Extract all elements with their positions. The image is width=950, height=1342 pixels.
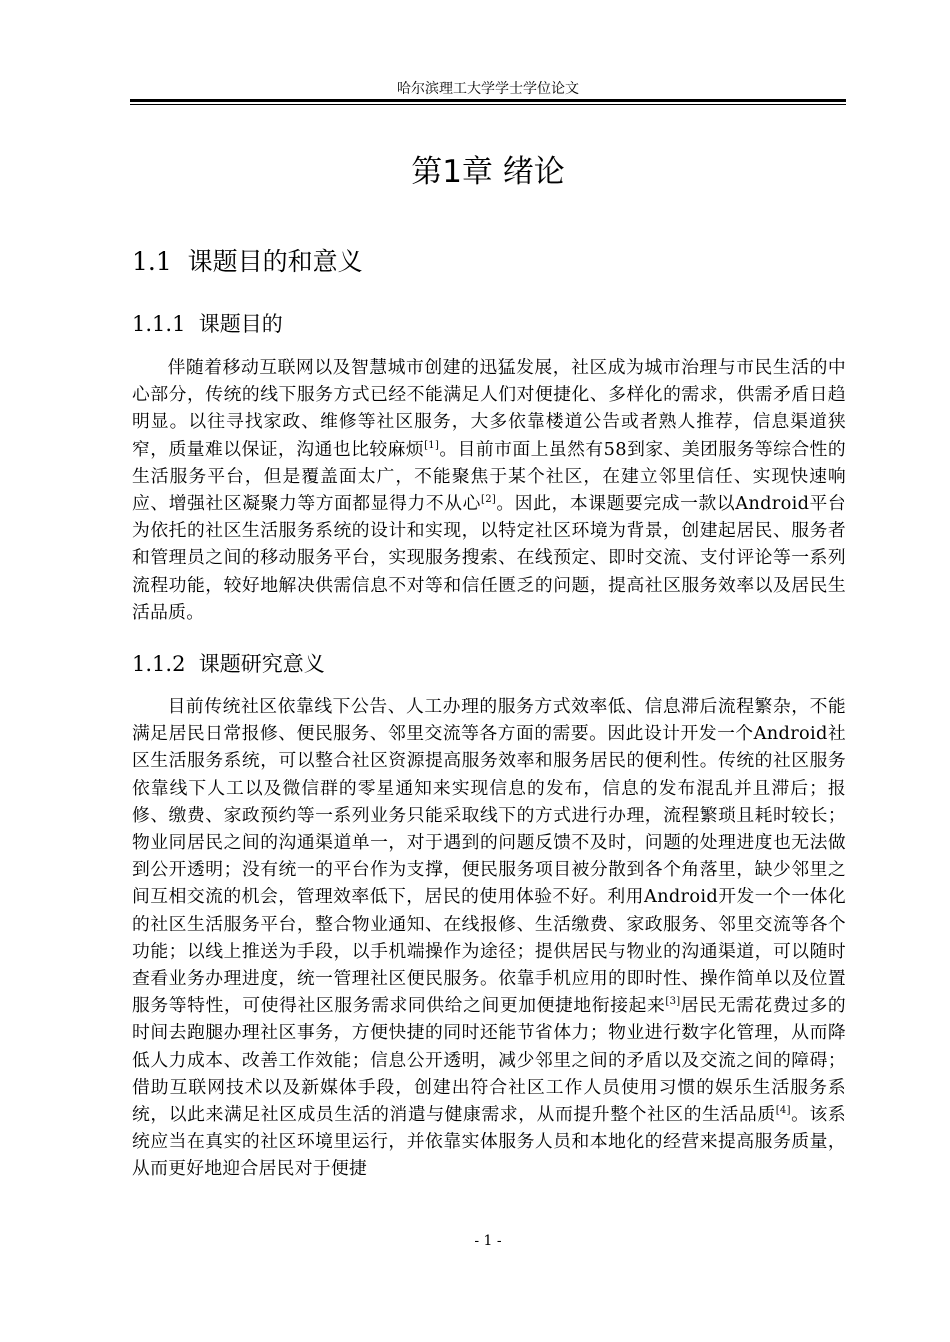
subsection-number: 1.1.1 — [132, 312, 186, 336]
citation-ref[interactable]: [4] — [775, 1105, 791, 1117]
citation-ref[interactable]: [3] — [665, 996, 681, 1008]
paragraph-significance — [132, 693, 846, 1183]
paragraph-text: 伴随着移动互联网以及智慧城市创建的迅猛发展，社区成为城市治理与市民生活的中心部分，传统的线下服务方式已经不能满足人们对便捷化、多样化的需求，供需矛盾日趋明显。以往寻找家政、维修等社区服务，大多依靠楼道公告或者熟人推荐，信息渠道狭窄，质量难以保证，沟通也比较麻烦 — [132, 357, 846, 460]
paragraph-purpose — [132, 354, 846, 626]
section-heading-1-1 — [132, 245, 363, 279]
citation-ref[interactable]: [1] — [424, 439, 440, 451]
header-rule — [130, 99, 846, 102]
subsection-title: 课题目的 — [198, 312, 283, 336]
section-title: 课题目的和意义 — [187, 247, 363, 276]
paragraph-text: 。因此，本课题要完成一款以Android平台为依托的社区生活服务系统的设计和实现，以特定社区环境为背景，创建起居民、服务者和管理员之间的移动服务平台，实现服务搜索、在线预定、即时交流、支付评论等一系列流程功能，较好地解决供需信息不对等和信任匮乏的问题，提高社区服务效率以及居民生活品质。 — [132, 493, 846, 623]
page-number: - 1 - — [474, 1233, 502, 1249]
running-header: 哈尔滨理工大学学士学位论文 — [397, 81, 579, 97]
subsection-number: 1.1.2 — [132, 652, 186, 676]
subsection-heading-1-1-2 — [132, 649, 325, 679]
paragraph-text: 。目前市面上虽然有58到家、美团服务等综合性的生活服务平台，但是覆盖面太广，不能聚焦于某个社区，在建立邻里信任、实现快速响应、增强社区凝聚力等方面都显得力不从心 — [132, 438, 846, 515]
subsection-heading-1-1-1 — [132, 309, 283, 339]
subsection-title: 课题研究意义 — [198, 652, 325, 676]
citation-ref[interactable]: [2] — [481, 494, 497, 506]
paragraph-text: 。该系统应当在真实的社区环境里运行，并依靠实体服务人员和本地化的经营来提高服务质量，从而更好地迎合居民对于便捷 — [132, 1104, 846, 1180]
chapter-title: 第1章 绪论 — [411, 154, 565, 190]
section-number: 1.1 — [132, 247, 172, 276]
paragraph-text: 目前传统社区依靠线下公告、人工办理的服务方式效率低、信息滞后流程繁杂，不能满足居民日常报修、便民服务、邻里交流等各方面的需要。因此设计开发一个Android社区生活服务系统，可以整合社区资源提高服务效率和服务居民的便利性。传统的社区服务依靠线下人工以及微信群的零星通知来实现信息的发布，信息的发布混乱并且滞后；报修、缴费、家政预约等一系列业务只能采取线下的方式进行办理，流程繁琐且耗时较长；物业同居民之间的沟通渠道单一，对于遇到的问题反馈不及时，问题的处理进度也无法做到公开透明；没有统一的平台作为支撑，便民服务项目被分散到各个角落里，缺少邻里之间互相交流的机会，管理效率低下，居民的使用体验不好。利用Android开发一个一体化的社区生活服务平台，整合物业通知、在线报修、生活缴费、家政服务、邻里交流等各个功能；以线上推送为手段，以手机端操作为途径；提供居民与物业的沟通渠道，可以随时查看业务办理进度，统一管理社区便民服务。依靠手机应用的即时性、操作简单以及位置服务等特性，可使得社区服务需求同供给之间更加便捷地衔接起来 — [132, 696, 846, 1017]
paragraph-text: 居民无需花费过多的时间去跑腿办理社区事务，方便快捷的同时还能节省体力；物业进行数字化管理，从而降低人力成本、改善工作效能；信息公开透明，减少邻里之间的矛盾以及交流之间的障碍；借助互联网技术以及新媒体手段，创建出符合社区工作人员使用习惯的娱乐生活服务系统，以此来满足社区成员生活的消遣与健康需求，从而提升整个社区的生活品质 — [132, 995, 847, 1126]
